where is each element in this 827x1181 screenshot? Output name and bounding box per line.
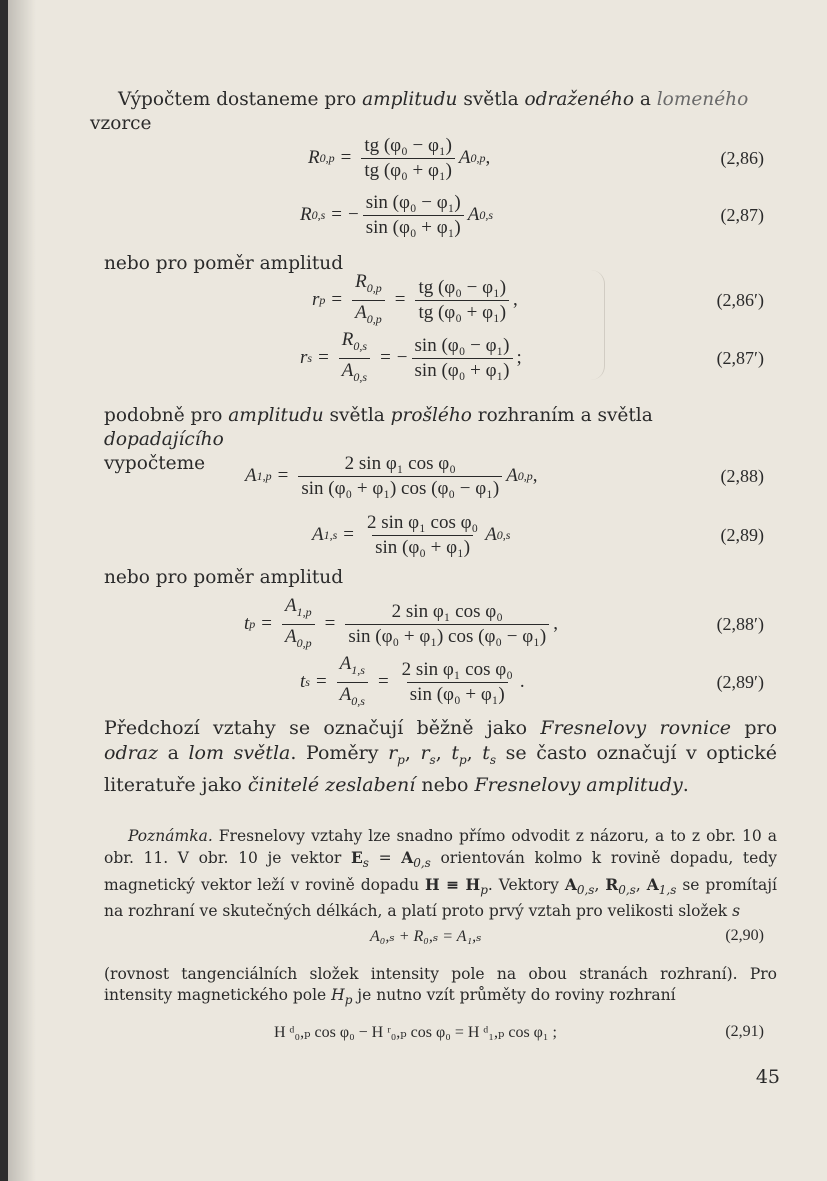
eq288-lhs: A <box>245 465 257 486</box>
fresnel-paragraph: Předchozí vztahy se označují běžně jako Fresnelovy rovnice pro odraz a lom světla. Poměry $r_p$, $r_s$, $t_p$, $t_s$ se často označují v optické literatuře jako činitelé zeslabení nebo Fresnelovy amplitudy. <box>104 717 778 796</box>
eq287-numerator: sin (φ₀ − φ₁) <box>365 191 461 213</box>
eq289p-lhs: t <box>300 671 306 692</box>
eq286-lhs: R <box>308 147 320 168</box>
eq286p-lhs-sub: p <box>319 292 326 307</box>
ratio-text-1: nebo pro poměr amplitud <box>104 253 344 274</box>
eq286-label: (2,86) <box>720 147 764 168</box>
eq289-fraction <box>364 512 481 559</box>
intro-text-2: světla <box>457 89 525 110</box>
eq289p-label: (2,89′) <box>716 671 764 692</box>
eq289-label: (2,89) <box>720 524 764 545</box>
eq287p-label: (2,87′) <box>716 347 764 368</box>
equation-2-87: R 0,s = − $\frac{\text{sin (φ₀ − φ₁)}}{\text{sin (φ₀ + φ₁)}}$ A 0,s (2,87) <box>0 185 827 245</box>
equation-2-91 <box>0 1012 827 1052</box>
eq287p-ratio-num: R <box>341 328 354 350</box>
equation-2-89-prime: t s = $\frac{A_{1,s}}{A_{0,s}}$ = $\frac{\text{2 sin φ₁ cos φ₀}}{\text{sin (φ₀ + φ₁)}}$ . (2,89′) <box>0 652 827 712</box>
passed-incident: dopadajícího <box>104 429 224 450</box>
eq288p-fraction <box>345 601 549 648</box>
eq287-label: (2,87) <box>720 204 764 225</box>
passed-line-2: vypočteme <box>104 453 206 474</box>
eq286p-numerator: tg (φ₀ − φ₁) <box>418 276 507 298</box>
equation-2-88-prime: t p = $\frac{A_{1,p}}{A_{0,p}}$ = $\frac{\text{2 sin φ₁ cos φ₀}}{\text{sin (φ₀ + φ₁) cos (φ₀ − φ₁)}}$ , (2,88′) <box>0 594 827 654</box>
eq287-lhs: R <box>300 204 312 225</box>
eq287p-numerator: sin (φ₀ − φ₁) <box>414 334 510 356</box>
equation-2-89: A 1,s = $\frac{\text{2 sin φ₁ cos φ₀}}{\text{sin (φ₀ + φ₁)}}$ A 0,s (2,89) <box>0 505 827 565</box>
eq287-fraction <box>363 192 464 239</box>
eq287p-lhs: r <box>300 347 308 368</box>
eq288p-numerator: 2 sin φ₁ cos φ₀ <box>391 600 503 622</box>
term-refraction: lom světla <box>188 742 291 764</box>
eq287p-ratio: $\frac{R_{0,s}}{A_{0,s}}$ <box>339 329 370 388</box>
eq288-rhs: A <box>506 465 518 486</box>
note-paragraph-2: (rovnost tangenciálních složek intensity pole na obou stranách rozhraní). Pro intensity magnetického pole $H_p$ je nutno vzít průměty do roviny rozhraní <box>104 965 777 1008</box>
eq287-sign: − <box>348 204 359 225</box>
eq286-lhs-sub: 0,p <box>319 150 335 165</box>
intro-line-1 <box>104 88 777 112</box>
eq288-label: (2,88) <box>720 465 764 486</box>
eq288-numerator: 2 sin φ₁ cos φ₀ <box>344 452 456 474</box>
intro-amplitude: amplitudu <box>362 89 458 110</box>
intro-reflected: odraženého <box>524 89 634 110</box>
eq288p-denominator: sin (φ₀ + φ₁) cos (φ₀ − φ₁) <box>345 624 549 648</box>
eq288p-lhs: t <box>244 613 250 634</box>
eq286p-lhs: r <box>312 289 320 310</box>
page-number: 45 <box>755 1066 780 1088</box>
eq289-denominator: sin (φ₀ + φ₁) <box>372 535 473 559</box>
eq289-lhs: A <box>312 524 324 545</box>
eq289-numerator: 2 sin φ₁ cos φ₀ <box>367 511 479 533</box>
eq286p-ratio: $\frac{R_{0,p}}{A_{0,p}}$ <box>352 271 385 330</box>
note-paragraph: Poznámka. Fresnelovy vztahy lze snadno přímo odvodit z názoru, a to z obr. 10 a obr. 11. V obr. 10 je vektor $E_s = A_{0,s}$ orientován kolmo k rovině dopadu, tedy magnetický vektor leží v rovině dopadu $H \equiv H_p$. Vektory $A_{0,s}$, $R_{0,s}$, $A_{1,s}$ se promítají na rozhraní ve skutečných délkách, a platí proto prvý vztah pro velikosti složek s <box>104 827 778 921</box>
intro-text-1: Výpočtem dostaneme pro <box>118 89 363 110</box>
equation-2-86: R 0,p = $\frac{\text{tg (φ₀ − φ₁)}}{\text{tg (φ₀ + φ₁)}}$ A 0,p , (2,86) <box>0 128 827 188</box>
eq287-denominator: sin (φ₀ + φ₁) <box>363 215 464 239</box>
eq287-rhs-sub: 0,s <box>479 207 493 222</box>
intro-text-3: a <box>633 89 657 110</box>
eq286-fraction <box>361 135 455 182</box>
eq288-fraction <box>298 453 502 500</box>
eq289-rhs: A <box>485 524 497 545</box>
passed-line-1: podobně pro amplitudu světla prošlého rozhraním a světla dopadajícího <box>104 405 653 450</box>
eq287p-lhs-sub: s <box>307 350 313 365</box>
eq289p-ratio: $\frac{A_{1,s}}{A_{0,s}}$ <box>337 653 368 712</box>
eq287-rhs: A <box>467 204 480 225</box>
equation-2-88: A 1,p = $\frac{\text{2 sin φ₁ cos φ₀}}{\text{sin (φ₀ + φ₁) cos (φ₀ − φ₁)}}$ A 0,p , (2,88) <box>0 446 827 506</box>
eq286-rhs: A <box>458 147 471 168</box>
term-fresnel-equations: Fresnelovy rovnice <box>540 717 731 739</box>
eq287p-fraction <box>412 335 513 382</box>
eq289p-denominator: sin (φ₀ + φ₁) <box>407 682 508 706</box>
eq286p-fraction <box>415 277 509 324</box>
term-reflection: odraz <box>104 742 159 764</box>
eq290-label: (2,90) <box>725 927 764 944</box>
eq286p-denominator: tg (φ₀ + φ₁) <box>415 300 509 324</box>
eq287p-sign: − <box>396 347 408 368</box>
term-fresnel-amplitudes: Fresnelovy amplitudy <box>474 773 683 796</box>
term-attenuation-factors: činitelé zeslabení <box>247 773 416 796</box>
eq290-body: A₀,ₛ + R₀,ₛ = A₁,ₛ <box>370 928 482 945</box>
intro-refracted: lomeného <box>656 89 749 110</box>
eq286-numerator: tg (φ₀ − φ₁) <box>364 134 452 156</box>
eq286-denominator: tg (φ₀ + φ₁) <box>361 158 455 182</box>
equation-2-90 <box>0 916 827 956</box>
eq289p-numerator: 2 sin φ₁ cos φ₀ <box>401 658 513 680</box>
equation-2-87-prime: r s = $\frac{R_{0,s}}{A_{0,s}}$ = − $\frac{\text{sin (φ₀ − φ₁)}}{\text{sin (φ₀ + φ₁)}}$ ; (2,87′) <box>0 328 827 388</box>
eq287p-denominator: sin (φ₀ + φ₁) <box>412 358 513 382</box>
passed-transmitted: prošlého <box>390 405 472 426</box>
eq286p-label: (2,86′) <box>716 289 764 310</box>
eq286-rhs-sub: 0,p <box>470 150 486 165</box>
note-label: Poznámka. <box>128 827 213 845</box>
passed-amplitude: amplitudu <box>228 405 324 426</box>
equation-2-86-prime: r p = $\frac{R_{0,p}}{A_{0,p}}$ = $\frac{\text{tg (φ₀ − φ₁)}}{\text{tg (φ₀ + φ₁)}}$ , (2,86′) <box>0 270 827 330</box>
eq286p-ratio-num: R <box>355 270 367 292</box>
eq288p-label: (2,88′) <box>716 613 764 634</box>
eq288-denominator: sin (φ₀ + φ₁) cos (φ₀ − φ₁) <box>298 476 502 500</box>
ratio-text-2: nebo pro poměr amplitud <box>104 567 344 588</box>
eq288p-ratio: $\frac{A_{1,p}}{A_{0,p}}$ <box>282 595 315 654</box>
intro-line-2: vzorce <box>90 113 152 134</box>
eq286p-ratio-den: A <box>355 301 367 323</box>
eq289p-fraction <box>399 659 516 706</box>
eq287p-ratio-den: A <box>341 359 354 381</box>
eq291-body: H ᵈ₀,ₚ cos φ₀ − H ʳ₀,ₚ cos φ₀ = H ᵈ₁,ₚ cos φ₁ ; <box>274 1024 557 1041</box>
eq287-lhs-sub: 0,s <box>311 207 326 222</box>
eq291-label: (2,91) <box>725 1023 764 1040</box>
